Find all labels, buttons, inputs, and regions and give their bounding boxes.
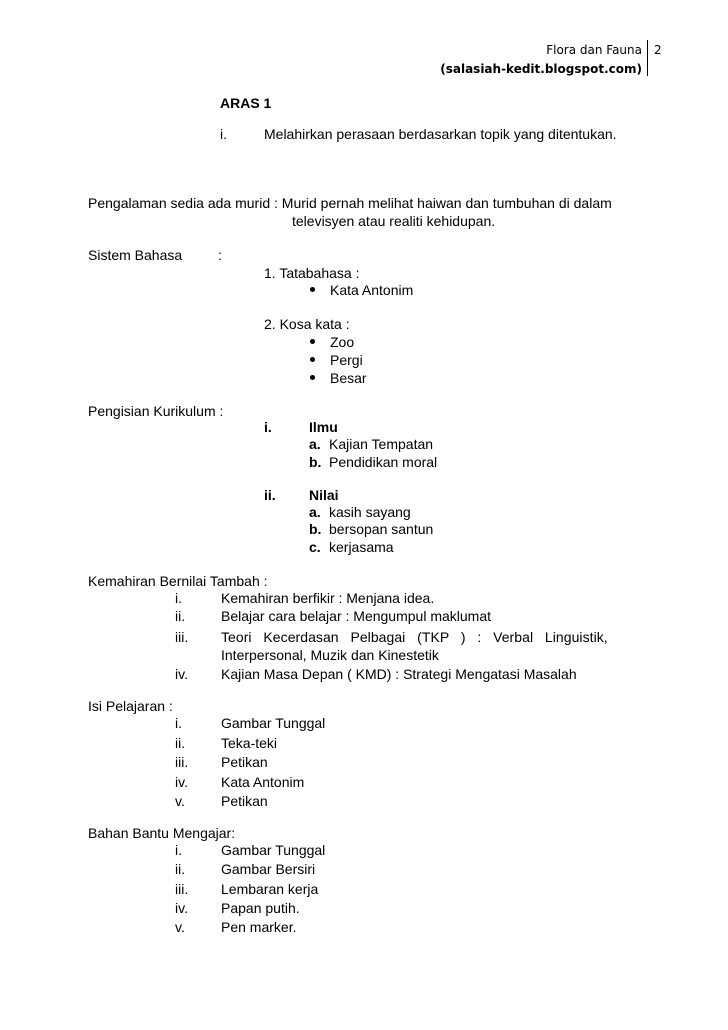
isi-item-number: ii. [175, 735, 186, 751]
kurikulum-item-text: Pendidikan moral [329, 454, 438, 470]
kosakata-item: Zoo [330, 334, 355, 350]
bahan-item-text: Pen marker. [221, 919, 297, 935]
kurikulum-item-letter: a. [309, 436, 321, 452]
isi-item-text: Petikan [221, 793, 268, 809]
aras-item-text: Melahirkan perasaan berdasarkan topik yang ditentukan. [264, 126, 617, 142]
header-divider [647, 40, 648, 76]
bahan-item-number: v. [175, 919, 185, 935]
kemahiran-item-number: iii. [175, 629, 189, 645]
kemahiran-item-text: Belajar cara belajar : Mengumpul maklumat [221, 608, 492, 624]
isi-item-number: iii. [175, 754, 189, 770]
kurikulum-item-text: kasih sayang [329, 504, 411, 520]
sistem-bahasa-colon: : [218, 247, 222, 263]
bahan-item-text: Gambar Tunggal [221, 842, 326, 858]
kurikulum-item-text: bersopan santun [329, 521, 434, 537]
pengalaman-line-1: Pengalaman sedia ada murid : Murid pernah melihat haiwan dan tumbuhan di dalam [88, 195, 612, 211]
isi-item-text: Kata Antonim [221, 774, 305, 790]
bahan-item-text: Papan putih. [221, 900, 300, 916]
kurikulum-item-letter: a. [309, 504, 321, 520]
kosakata-item: Besar [330, 370, 367, 386]
bahan-bantu-label: Bahan Bantu Mengajar: [88, 825, 236, 841]
kurikulum-label: Pengisian Kurikulum : [88, 403, 224, 419]
bullet-icon [310, 357, 315, 362]
kurikulum-group-number: i. [264, 419, 272, 435]
tatabahasa-item: Kata Antonim [330, 282, 414, 298]
isi-item-text: Petikan [221, 754, 268, 770]
bullet-icon [310, 287, 315, 292]
bullet-icon [310, 375, 315, 380]
bahan-item-number: ii. [175, 861, 186, 877]
aras-heading: ARAS 1 [220, 95, 272, 111]
bahan-item-number: iv. [175, 900, 188, 916]
bullet-icon [310, 339, 315, 344]
isi-pelajaran-label: Isi Pelajaran : [88, 698, 173, 714]
kosakata-item: Pergi [330, 352, 363, 368]
bahan-item-number: iii. [175, 881, 189, 897]
kemahiran-item-continuation: Interpersonal, Muzik dan Kinestetik [221, 647, 439, 663]
kemahiran-label: Kemahiran Bernilai Tambah : [88, 573, 268, 589]
kurikulum-item-text: kerjasama [329, 539, 394, 555]
kemahiran-item-number: i. [175, 590, 182, 606]
kurikulum-group-title: Nilai [309, 487, 339, 503]
tatabahasa-heading: 1. Tatabahasa : [264, 265, 360, 281]
kurikulum-group-title: Ilmu [309, 419, 338, 435]
kurikulum-item-letter: b. [309, 454, 322, 470]
kemahiran-item-number: ii. [175, 608, 186, 624]
isi-item-text: Teka-teki [221, 735, 278, 751]
kemahiran-item-text: Kemahiran berfikir : Menjana idea. [221, 590, 435, 606]
kurikulum-item-letter: c. [309, 539, 321, 555]
bahan-item-text: Lembaran kerja [221, 881, 319, 897]
isi-item-number: v. [175, 793, 185, 809]
isi-item-number: iv. [175, 774, 188, 790]
kemahiran-item-text: Teori Kecerdasan Pelbagai (TKP ) : Verbal Linguistik, [221, 629, 608, 645]
header-title: Flora dan Fauna [546, 43, 642, 57]
kosakata-heading: 2. Kosa kata : [264, 316, 350, 332]
sistem-bahasa-label: Sistem Bahasa [88, 247, 183, 263]
kemahiran-item-text: Kajian Masa Depan ( KMD) : Strategi Mengatasi Masalah [221, 666, 577, 682]
bahan-item-number: i. [175, 842, 182, 858]
kurikulum-group-number: ii. [264, 487, 276, 503]
isi-item-text: Gambar Tunggal [221, 715, 326, 731]
kurikulum-item-text: Kajian Tempatan [329, 436, 434, 452]
pengalaman-line-2: televisyen atau realiti kehidupan. [292, 213, 496, 229]
kemahiran-item-number: iv. [175, 666, 188, 682]
bahan-item-text: Gambar Bersiri [221, 861, 316, 877]
header-source: (salasiah-kedit.blogspot.com) [440, 62, 642, 76]
kurikulum-item-letter: b. [309, 521, 322, 537]
isi-item-number: i. [175, 715, 182, 731]
aras-item-number: i. [220, 126, 227, 142]
page-number: 2 [654, 43, 662, 57]
